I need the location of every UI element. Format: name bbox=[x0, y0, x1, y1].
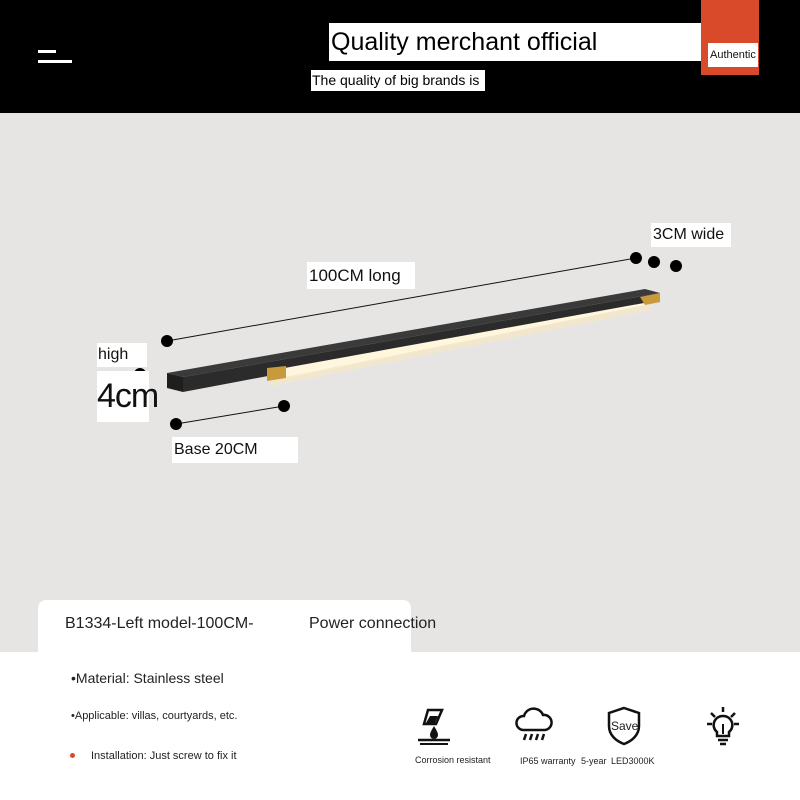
model-name: B1334-Left model-100CM- bbox=[65, 615, 254, 632]
dimension-dot bbox=[630, 252, 642, 264]
width-label: 3CM wide bbox=[651, 223, 731, 247]
feature-caption: IP65 warranty bbox=[520, 756, 576, 766]
dimension-dot bbox=[170, 418, 182, 430]
page-subtitle: The quality of big brands is bbox=[311, 70, 485, 91]
dimension-dot bbox=[670, 260, 682, 272]
height-value-label: 4cm bbox=[97, 371, 149, 422]
bullet-dot bbox=[70, 753, 75, 758]
power-connection: Power connection bbox=[309, 615, 437, 632]
corrosion-icon bbox=[414, 706, 454, 746]
page-title: Quality merchant official bbox=[329, 23, 750, 61]
base-line bbox=[176, 406, 284, 424]
dimension-dot bbox=[648, 256, 660, 268]
dimension-dot bbox=[278, 400, 290, 412]
base-label: Base 20CM bbox=[172, 437, 298, 463]
rain-cloud-icon bbox=[514, 706, 554, 746]
bulb-icon bbox=[703, 706, 743, 746]
badge-label: Authentic bbox=[708, 43, 758, 67]
dimension-dot bbox=[161, 335, 173, 347]
feature-caption: 5-year bbox=[581, 756, 607, 766]
feature-caption: Corrosion resistant bbox=[415, 755, 491, 765]
lamp-top-face bbox=[167, 289, 660, 377]
spec-installation: Installation: Just screw to fix it bbox=[91, 750, 237, 762]
spec-material: •Material: Stainless steel bbox=[71, 670, 224, 686]
height-word-label: high bbox=[97, 343, 147, 367]
feature-caption: LED3000K bbox=[611, 756, 655, 766]
lamp-body bbox=[183, 293, 660, 392]
shield-text: Save bbox=[611, 719, 639, 733]
length-label: 100CM long bbox=[307, 262, 415, 289]
spec-applicable: •Applicable: villas, courtyards, etc. bbox=[71, 710, 238, 722]
